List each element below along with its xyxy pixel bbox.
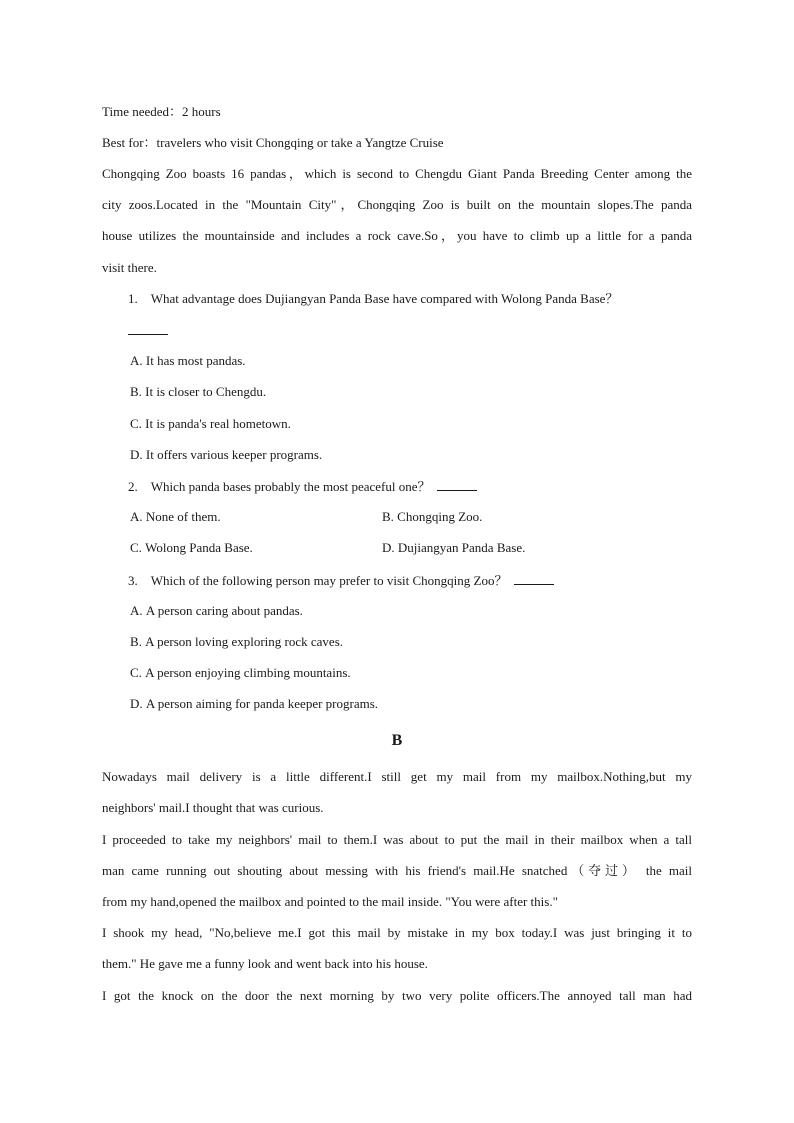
- paragraph-line: I shook my head, "No,believe me.I got this mail by mistake in my box today.I was just bringing it to: [102, 925, 692, 940]
- question-number: 2.: [128, 479, 138, 494]
- option-text: It is panda's real hometown.: [145, 416, 291, 431]
- option-a[interactable]: [130, 603, 303, 619]
- option-letter: A.: [130, 603, 143, 618]
- best-for: Best for：travelers who visit Chongqing or take a Yangtze Cruise: [102, 135, 444, 150]
- question-stem: Which of the following person may prefer to visit Chongqing Zoo？: [150, 573, 508, 588]
- question-1: [128, 291, 618, 307]
- option-c[interactable]: [130, 540, 253, 556]
- option-text: A person enjoying climbing mountains.: [145, 665, 351, 680]
- paragraph-line: man came running out shouting about messing with his friend's mail.He snatched（夺过） the mail: [102, 863, 692, 878]
- answer-blank[interactable]: [514, 572, 554, 585]
- time-needed: Time needed：2 hours: [102, 104, 221, 119]
- question-3: [128, 572, 554, 589]
- option-text: A person aiming for panda keeper programs.: [145, 696, 379, 711]
- option-b[interactable]: [382, 509, 482, 525]
- paragraph-line: Nowadays mail delivery is a little different.I still get my mail from my mailbox.Nothing,but my: [102, 769, 692, 784]
- paragraph-line: I got the knock on the door the next morning by two very polite officers.The annoyed tall man had: [102, 988, 692, 1003]
- section-heading: B: [391, 732, 403, 749]
- question-2: [128, 478, 477, 495]
- paragraph-line: I proceeded to take my neighbors' mail to them.I was about to put the mail in their mailbox when a tall: [102, 832, 692, 847]
- answer-blank[interactable]: [437, 478, 477, 491]
- option-text: None of them.: [145, 509, 221, 524]
- paragraph-line: Chongqing Zoo boasts 16 pandas，which is second to Chengdu Giant Panda Breeding Center among the: [102, 166, 692, 181]
- option-text: A person caring about pandas.: [145, 603, 303, 618]
- option-b[interactable]: [130, 634, 343, 650]
- paragraph-line: them." He gave me a funny look and went back into his house.: [102, 956, 428, 971]
- option-text: It has most pandas.: [145, 353, 246, 368]
- option-letter: C.: [130, 540, 142, 555]
- option-text: Dujiangyan Panda Base.: [397, 540, 526, 555]
- option-d[interactable]: [382, 540, 525, 556]
- option-a[interactable]: [130, 509, 221, 525]
- option-letter: C.: [130, 665, 142, 680]
- option-letter: B.: [382, 509, 394, 524]
- question-stem: What advantage does Dujiangyan Panda Base have compared with Wolong Panda Base？: [150, 291, 619, 306]
- option-c[interactable]: [130, 416, 291, 432]
- answer-blank[interactable]: [128, 322, 168, 339]
- option-letter: A.: [130, 509, 143, 524]
- paragraph-line: house utilizes the mountainside and includes a rock cave.So，you have to climb up a little for a panda: [102, 228, 692, 243]
- option-letter: D.: [130, 696, 143, 711]
- option-d[interactable]: [130, 447, 322, 463]
- option-text: A person loving exploring rock caves.: [145, 634, 344, 649]
- option-text: Wolong Panda Base.: [145, 540, 253, 555]
- paragraph-line: city zoos.Located in the "Mountain City"，Chongqing Zoo is built on the mountain slopes.The panda: [102, 197, 692, 212]
- option-c[interactable]: [130, 665, 351, 681]
- paragraph-line: from my hand,opened the mailbox and pointed to the mail inside. "You were after this.": [102, 894, 558, 909]
- paragraph-line: neighbors' mail.I thought that was curious.: [102, 800, 324, 815]
- option-letter: D.: [130, 447, 143, 462]
- question-number: 1.: [128, 291, 138, 306]
- question-stem: Which panda bases probably the most peaceful one？: [150, 479, 431, 494]
- option-a[interactable]: [130, 353, 246, 369]
- option-letter: B.: [130, 384, 142, 399]
- option-letter: C.: [130, 416, 142, 431]
- question-number: 3.: [128, 573, 138, 588]
- option-d[interactable]: [130, 696, 378, 712]
- option-text: Chongqing Zoo.: [397, 509, 483, 524]
- option-letter: B.: [130, 634, 142, 649]
- paragraph-line: visit there.: [102, 260, 157, 275]
- option-letter: A.: [130, 353, 143, 368]
- option-text: It offers various keeper programs.: [145, 447, 323, 462]
- option-text: It is closer to Chengdu.: [145, 384, 267, 399]
- option-b[interactable]: [130, 384, 266, 400]
- option-letter: D.: [382, 540, 395, 555]
